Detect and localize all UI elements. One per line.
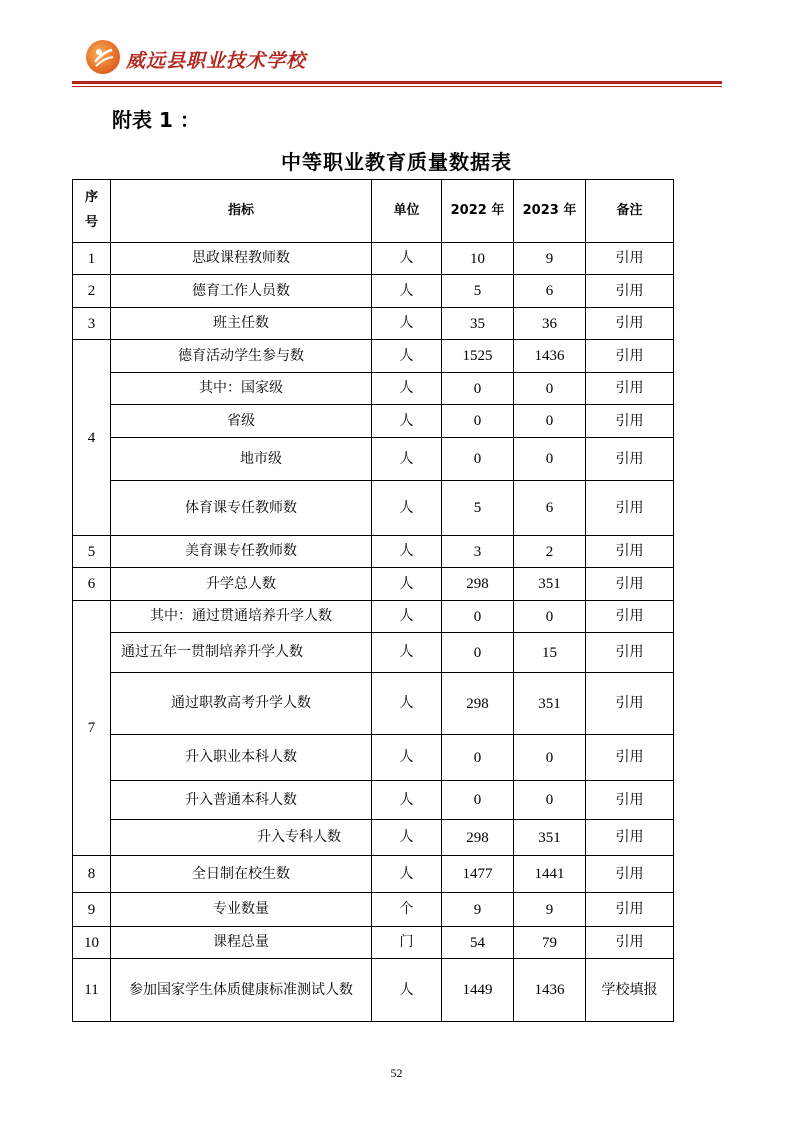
unit-cell: 人 [372, 601, 442, 633]
col-header-2023: 2023 年 [514, 180, 586, 243]
table-row [73, 601, 674, 633]
unit-cell: 人 [372, 340, 442, 373]
note-cell: 引用 [586, 927, 674, 959]
value-2023-cell: 0 [514, 373, 586, 405]
unit-cell: 人 [372, 275, 442, 308]
value-2022-cell: 10 [442, 243, 514, 275]
value-2022-cell: 1525 [442, 340, 514, 373]
school-logo [86, 40, 120, 74]
table-row [73, 959, 674, 1022]
value-2022-cell: 1477 [442, 856, 514, 893]
unit-cell: 人 [372, 959, 442, 1022]
value-2022-cell: 54 [442, 927, 514, 959]
value-2023-cell: 6 [514, 275, 586, 308]
col-header-indicator: 指标 [111, 180, 372, 243]
note-cell: 引用 [586, 481, 674, 536]
note-cell: 引用 [586, 633, 674, 673]
value-2022-cell: 5 [442, 481, 514, 536]
unit-cell: 人 [372, 243, 442, 275]
note-cell: 引用 [586, 373, 674, 405]
table-row [73, 735, 674, 781]
table-title: 中等职业教育质量数据表 [281, 150, 512, 174]
unit-cell: 人 [372, 308, 442, 340]
value-2023-cell: 0 [514, 601, 586, 633]
table-row [73, 536, 674, 568]
value-2023-cell: 1441 [514, 856, 586, 893]
table-row [73, 633, 674, 673]
value-2023-cell: 15 [514, 633, 586, 673]
indicator-cell: 省级 [111, 405, 372, 438]
page-number: 52 [390, 1066, 403, 1080]
value-2022-cell: 5 [442, 275, 514, 308]
value-2023-cell: 0 [514, 735, 586, 781]
unit-cell: 人 [372, 820, 442, 856]
table-row [73, 373, 674, 405]
table-header-row [73, 180, 674, 243]
indicator-cell: 其中：通过贯通培养升学人数 [111, 601, 372, 633]
note-cell: 引用 [586, 405, 674, 438]
school-name: 威远县职业技术学校 [126, 50, 307, 72]
value-2022-cell: 298 [442, 820, 514, 856]
indicator-cell: 升入专科人数 [111, 820, 372, 856]
note-cell: 引用 [586, 438, 674, 481]
row-number: 2 [73, 275, 111, 308]
value-2022-cell: 35 [442, 308, 514, 340]
note-cell: 引用 [586, 340, 674, 373]
unit-cell: 人 [372, 568, 442, 601]
row-number: 7 [73, 601, 111, 856]
value-2022-cell: 0 [442, 633, 514, 673]
value-2023-cell: 351 [514, 820, 586, 856]
unit-cell: 人 [372, 536, 442, 568]
row-number: 3 [73, 308, 111, 340]
indicator-cell: 德育活动学生参与数 [111, 340, 372, 373]
unit-cell: 人 [372, 735, 442, 781]
value-2023-cell: 6 [514, 481, 586, 536]
value-2023-cell: 9 [514, 243, 586, 275]
value-2022-cell: 9 [442, 893, 514, 927]
col-header-note: 备注 [586, 180, 674, 243]
note-cell: 引用 [586, 893, 674, 927]
indicator-cell: 通过五年一贯制培养升学人数 [111, 633, 372, 673]
value-2023-cell: 0 [514, 438, 586, 481]
row-number: 6 [73, 568, 111, 601]
table-row [73, 308, 674, 340]
value-2023-cell: 1436 [514, 340, 586, 373]
value-2023-cell: 0 [514, 405, 586, 438]
col-header-no [73, 180, 111, 243]
indicator-cell: 专业数量 [111, 893, 372, 927]
indicator-cell: 课程总量 [111, 927, 372, 959]
unit-cell: 人 [372, 373, 442, 405]
indicator-cell: 升入普通本科人数 [111, 781, 372, 820]
value-2022-cell: 1449 [442, 959, 514, 1022]
note-cell: 引用 [586, 856, 674, 893]
note-cell: 引用 [586, 568, 674, 601]
row-number: 8 [73, 856, 111, 893]
note-cell: 引用 [586, 820, 674, 856]
table-row [73, 568, 674, 601]
note-cell: 引用 [586, 735, 674, 781]
row-number: 1 [73, 243, 111, 275]
table-row [73, 893, 674, 927]
note-cell: 引用 [586, 536, 674, 568]
row-number: 9 [73, 893, 111, 927]
table-row [73, 243, 674, 275]
value-2022-cell: 3 [442, 536, 514, 568]
value-2023-cell: 79 [514, 927, 586, 959]
table-row [73, 405, 674, 438]
col-header-no-label: 序号 [84, 190, 98, 230]
value-2023-cell: 1436 [514, 959, 586, 1022]
indicator-cell: 德育工作人员数 [111, 275, 372, 308]
table-row [73, 856, 674, 893]
unit-cell: 个 [372, 893, 442, 927]
indicator-cell: 全日制在校生数 [111, 856, 372, 893]
value-2023-cell: 36 [514, 308, 586, 340]
indicator-cell: 通过职教高考升学人数 [111, 673, 372, 735]
table-row [73, 820, 674, 856]
header-rule-thin [72, 86, 722, 87]
table-row [73, 340, 674, 373]
note-cell: 学校填报 [586, 959, 674, 1022]
row-number: 10 [73, 927, 111, 959]
table-row [73, 438, 674, 481]
value-2022-cell: 0 [442, 373, 514, 405]
unit-cell: 人 [372, 856, 442, 893]
indicator-cell: 地市级 [111, 438, 372, 481]
unit-cell: 人 [372, 438, 442, 481]
note-cell: 引用 [586, 275, 674, 308]
unit-cell: 门 [372, 927, 442, 959]
indicator-cell: 升入职业本科人数 [111, 735, 372, 781]
table-row [73, 927, 674, 959]
col-header-unit: 单位 [372, 180, 442, 243]
indicator-cell: 美育课专任教师数 [111, 536, 372, 568]
unit-cell: 人 [372, 781, 442, 820]
indicator-cell: 班主任数 [111, 308, 372, 340]
table-row [73, 673, 674, 735]
indicator-cell: 参加国家学生体质健康标准测试人数 [111, 959, 372, 1022]
unit-cell: 人 [372, 481, 442, 536]
value-2022-cell: 0 [442, 735, 514, 781]
table-row [73, 275, 674, 308]
row-number: 11 [73, 959, 111, 1022]
value-2022-cell: 0 [442, 405, 514, 438]
value-2022-cell: 0 [442, 781, 514, 820]
note-cell: 引用 [586, 781, 674, 820]
indicator-cell: 升学总人数 [111, 568, 372, 601]
table-row [73, 781, 674, 820]
table-row [73, 481, 674, 536]
note-cell: 引用 [586, 243, 674, 275]
value-2022-cell: 298 [442, 568, 514, 601]
appendix-label: 附表 1 ： [112, 108, 200, 132]
quality-data-table [72, 179, 674, 1022]
row-number: 4 [73, 340, 111, 536]
col-header-2022: 2022 年 [442, 180, 514, 243]
indicator-cell: 体育课专任教师数 [111, 481, 372, 536]
indicator-cell: 思政课程教师数 [111, 243, 372, 275]
unit-cell: 人 [372, 673, 442, 735]
indicator-cell: 其中：国家级 [111, 373, 372, 405]
value-2023-cell: 9 [514, 893, 586, 927]
value-2023-cell: 0 [514, 781, 586, 820]
value-2022-cell: 0 [442, 438, 514, 481]
value-2023-cell: 351 [514, 673, 586, 735]
note-cell: 引用 [586, 673, 674, 735]
note-cell: 引用 [586, 601, 674, 633]
value-2022-cell: 298 [442, 673, 514, 735]
note-cell: 引用 [586, 308, 674, 340]
value-2023-cell: 351 [514, 568, 586, 601]
header-rule [72, 81, 722, 84]
unit-cell: 人 [372, 633, 442, 673]
value-2022-cell: 0 [442, 601, 514, 633]
row-number: 5 [73, 536, 111, 568]
value-2023-cell: 2 [514, 536, 586, 568]
unit-cell: 人 [372, 405, 442, 438]
